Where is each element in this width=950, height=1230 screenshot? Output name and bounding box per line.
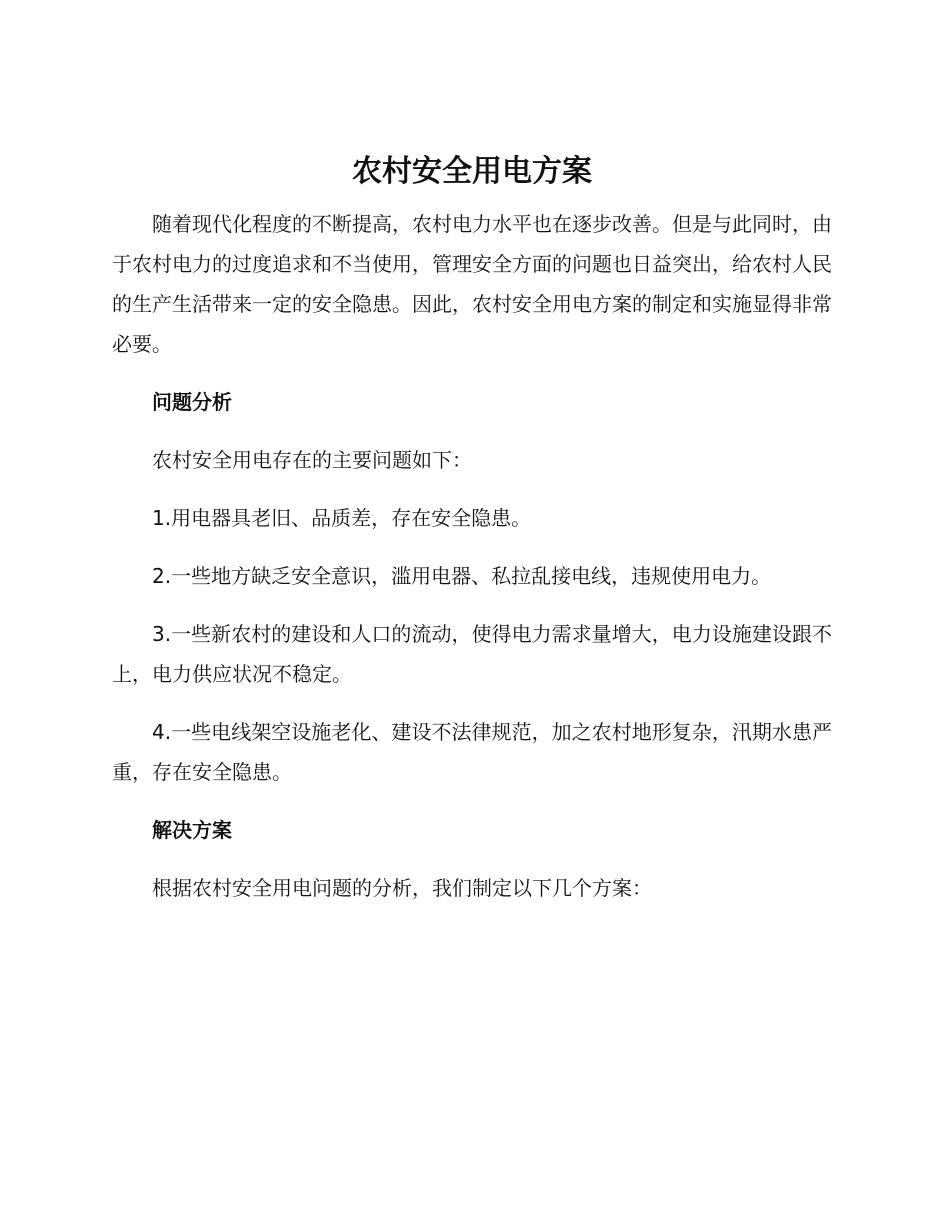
problem-item-1: 1.用电器具老旧、品质差，存在安全隐患。 [152, 506, 532, 530]
problem-item-3: 3.一些新农村的建设和人口的流动，使得电力需求量增大，电力设施建设跟不上，电力供应状况不稳定。 [112, 622, 832, 686]
document-page [112, 150, 832, 908]
section-heading-solutions: 解决方案 [152, 818, 232, 842]
section-heading-problem-analysis: 问题分析 [152, 390, 232, 414]
problem-item-2: 2.一些地方缺乏安全意识，滥用电器、私拉乱接电线，违规使用电力。 [152, 564, 772, 588]
solutions-lead: 根据农村安全用电问题的分析，我们制定以下几个方案： [152, 876, 652, 900]
problem-analysis-lead: 农村安全用电存在的主要问题如下： [152, 448, 472, 472]
intro-paragraph: 随着现代化程度的不断提高，农村电力水平也在逐步改善。但是与此同时，由于农村电力的过度追求和不当使用，管理安全方面的问题也日益突出，给农村人民的生产生活带来一定的安全隐患。因此，农村安全用电方案的制定和实施显得非常必要。 [112, 212, 832, 356]
problem-item-4: 4.一些电线架空设施老化、建设不法律规范，加之农村地形复杂，汛期水患严重，存在安全隐患。 [112, 720, 832, 784]
document-title: 农村安全用电方案 [352, 154, 592, 189]
